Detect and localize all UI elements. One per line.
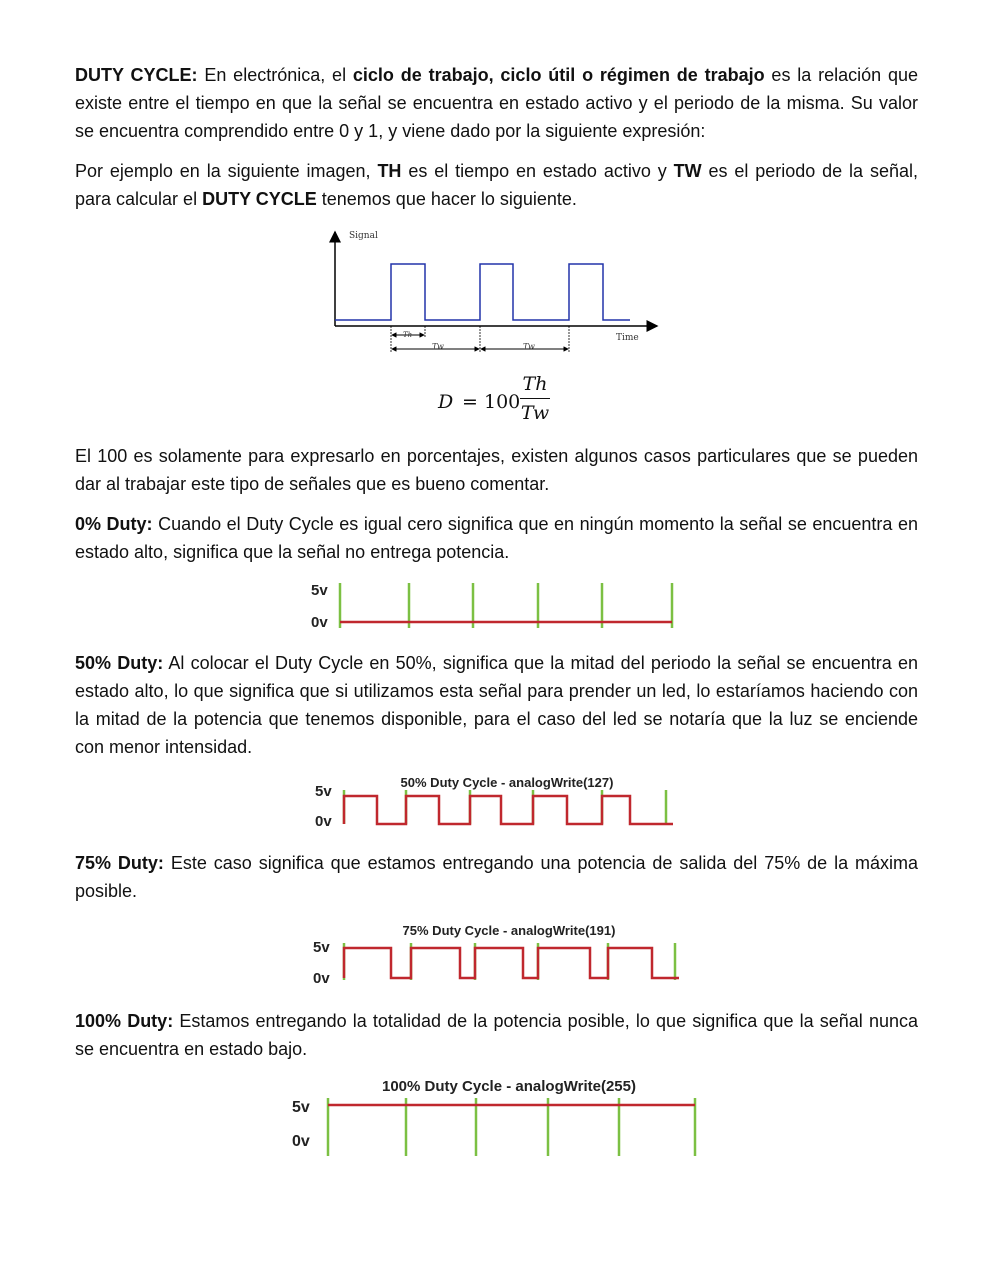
- text: es la relación que existe entre el tiempo en que la señal se encuentra en estado activo y el periodo de la misma. Su valor se encuentra comprendido entre 0 y 1, y viene dado por la siguiente expresión:: [75, 65, 919, 141]
- low-label: 0v: [315, 813, 332, 830]
- th-label: Th: [403, 331, 413, 339]
- term-th: TH: [377, 161, 402, 181]
- tw-label-1: Tw: [432, 342, 444, 351]
- text: es el periodo de la señal, para calcular el: [75, 161, 918, 209]
- text: es el tiempo en estado activo y: [401, 161, 674, 181]
- text: Al colocar el Duty Cycle en 50%, significa que la mitad del periodo la señal se encuentra en estado alto, lo que significa que si utilizamos esta señal para prender un led, lo estaríamos haciendo con la mitad de la potencia que tenemos disponible, para el caso del led se notaría que la luz se enciende con menor intensidad.: [75, 653, 918, 757]
- duty-50-paragraph: [75, 649, 918, 761]
- markers: [328, 1098, 695, 1156]
- high-label: 5v: [315, 783, 332, 800]
- term-0-duty: 0% Duty:: [75, 514, 153, 534]
- formula-lhs: D: [438, 391, 454, 413]
- fraction-bar: [520, 398, 550, 399]
- term-duty-cycle: DUTY CYCLE: [202, 189, 317, 209]
- formula-numerator: Th: [522, 373, 548, 395]
- tw-label-2: Tw: [523, 342, 535, 351]
- example-paragraph: [75, 157, 918, 213]
- pwm-50-diagram: [305, 772, 685, 830]
- duty-100-paragraph: [75, 1007, 918, 1063]
- text: Este caso significa que estamos entregando una potencia de salida del 75% de la máxima posible.: [75, 853, 918, 901]
- term-100-duty: 100% Duty:: [75, 1011, 174, 1031]
- low-label: 0v: [313, 970, 330, 985]
- chart-title: 75% Duty Cycle - analogWrite(191): [402, 923, 616, 938]
- term-75-duty: 75% Duty:: [75, 853, 164, 873]
- text: En electrónica, el: [197, 65, 353, 85]
- pwm-100-diagram: [285, 1074, 705, 1158]
- pwm-0-diagram: [305, 578, 685, 633]
- pwm-75-diagram: [305, 920, 685, 985]
- high-label: 5v: [311, 582, 328, 599]
- text: Estamos entregando la totalidad de la potencia posible, lo que significa que la señal nunca se encuentra en estado bajo.: [75, 1011, 918, 1059]
- text: Cuando el Duty Cycle es igual cero significa que en ningún momento la señal se encuentra en estado alto, significa que la señal no entrega potencia.: [75, 514, 918, 562]
- term-tw: TW: [673, 161, 702, 181]
- chart-title: 100% Duty Cycle - analogWrite(255): [382, 1078, 636, 1095]
- square-wave: [335, 264, 630, 320]
- term-duty-cycle: DUTY CYCLE:: [75, 65, 198, 85]
- pwm-wave: [344, 948, 679, 978]
- formula-factor: 100: [484, 391, 521, 413]
- formula-fraction: [520, 372, 550, 425]
- low-label: 0v: [311, 614, 328, 631]
- signal-diagram: [325, 226, 665, 356]
- term-50-duty: 50% Duty:: [75, 653, 164, 673]
- formula-equals: =: [462, 391, 478, 413]
- text: Por ejemplo en la siguiente imagen,: [75, 161, 378, 181]
- duty-cycle-formula: [438, 372, 568, 432]
- high-label: 5v: [313, 939, 330, 956]
- duty-75-paragraph: [75, 849, 918, 905]
- high-label: 5v: [292, 1099, 310, 1116]
- low-label: 0v: [292, 1133, 310, 1150]
- duty-0-paragraph: [75, 510, 918, 566]
- term-ciclo: ciclo de trabajo, ciclo útil o régimen de trabajo: [352, 65, 765, 85]
- time-axis-label: Time: [616, 333, 639, 343]
- signal-axis-label: Signal: [349, 231, 378, 241]
- chart-title: 50% Duty Cycle - analogWrite(127): [400, 775, 614, 790]
- formula-denominator: Tw: [520, 402, 550, 424]
- intro-paragraph: [75, 61, 918, 145]
- text: tenemos que hacer lo siguiente.: [316, 189, 577, 209]
- pwm-wave: [344, 796, 673, 824]
- percent-paragraph: El 100 es solamente para expresarlo en porcentajes, existen algunos casos particulares que se pueden dar al trabajar este tipo de señales que es bueno comentar.: [75, 446, 918, 494]
